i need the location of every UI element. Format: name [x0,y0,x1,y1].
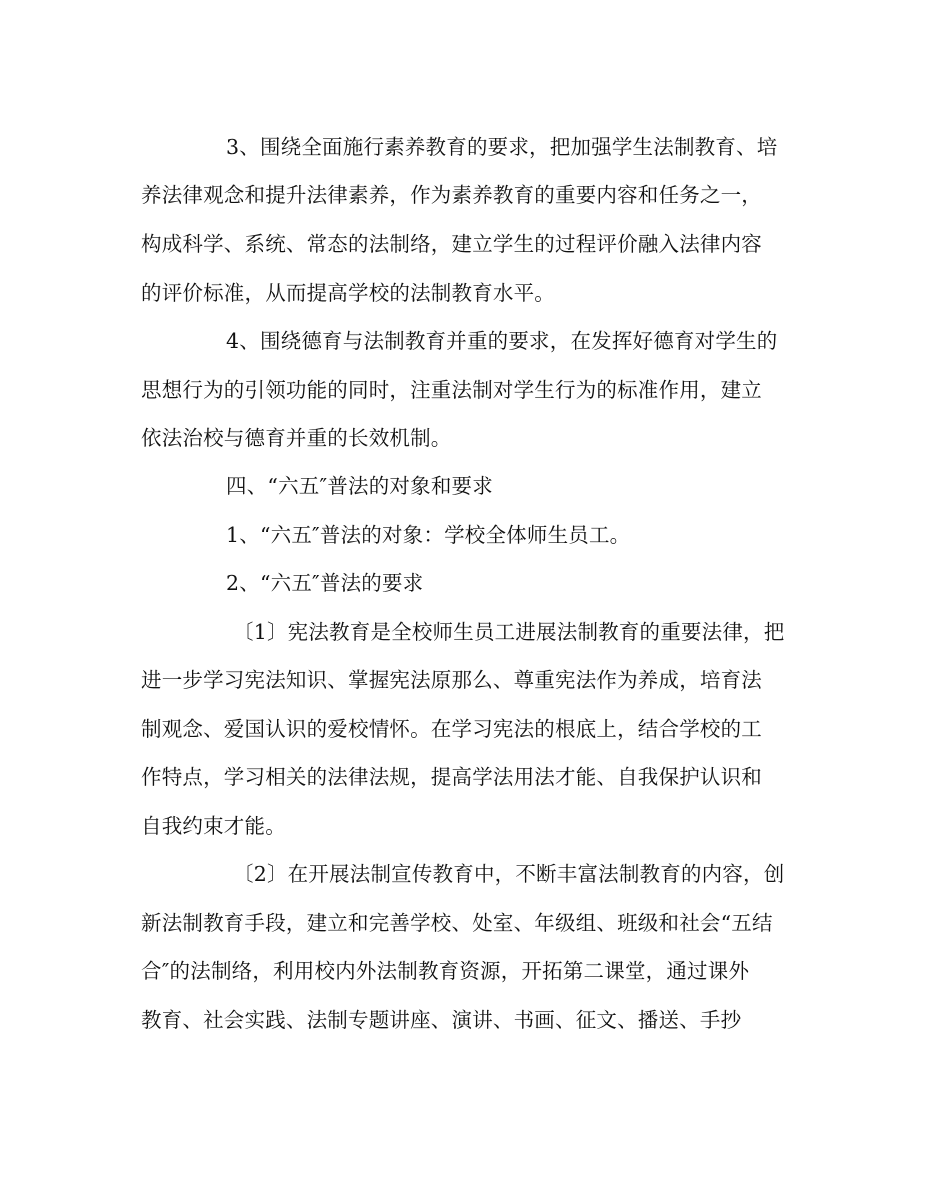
text-line: 〔1〕宪法教育是全校师生员工进展法制教育的重要法律，把 [233,620,785,644]
text-line: 的评价标准，从而提高学校的法制教育水平。 [141,281,555,305]
text-line: 思想行为的引领功能的同时，注重法制对学生行为的标准作用，建立 [141,378,762,402]
text-line: 进一步学习宪法知识、掌握宪法原那么、尊重宪法作为养成，培育法 [141,668,762,692]
subsection-heading: 2、“六五″普法的要求 [226,571,424,595]
text-line: 养法律观念和提升法律素养，作为素养教育的重要内容和任务之一， [141,183,762,207]
text-line: 自我约束才能。 [141,814,286,838]
text-line: 依法治校与德育并重的长效机制。 [141,426,452,450]
text-line: 新法制教育手段，建立和完善学校、处室、年级组、班级和社会“五结 [141,911,773,935]
text-line: 4、围绕德育与法制教育并重的要求，在发挥好德育对学生的 [226,329,778,353]
text-line: 作特点，学习相关的法律法规，提高学法用法才能、自我保护认识和 [141,765,762,789]
paragraph-target: 1、“六五″普法的对象：学校全体师生员工。 [226,523,631,547]
text-line: 〔2〕在开展法制宣传教育中，不断丰富法制教育的内容，创 [233,862,785,886]
text-line: 构成科学、系统、常态的法制络，建立学生的过程评价融入法律内容 [141,232,762,256]
text-line: 制观念、爱国认识的爱校情怀。在学习宪法的根底上，结合学校的工 [141,717,762,741]
section-heading: 四、“六五″普法的对象和要求 [226,474,493,498]
text-line: 合″的法制络，利用校内外法制教育资源，开拓第二课堂，通过课外 [141,959,750,983]
text-line: 教育、社会实践、法制专题讲座、演讲、书画、征文、播送、手抄 [141,1008,742,1032]
text-line: 3、围绕全面施行素养教育的要求，把加强学生法制教育、培 [226,135,778,159]
